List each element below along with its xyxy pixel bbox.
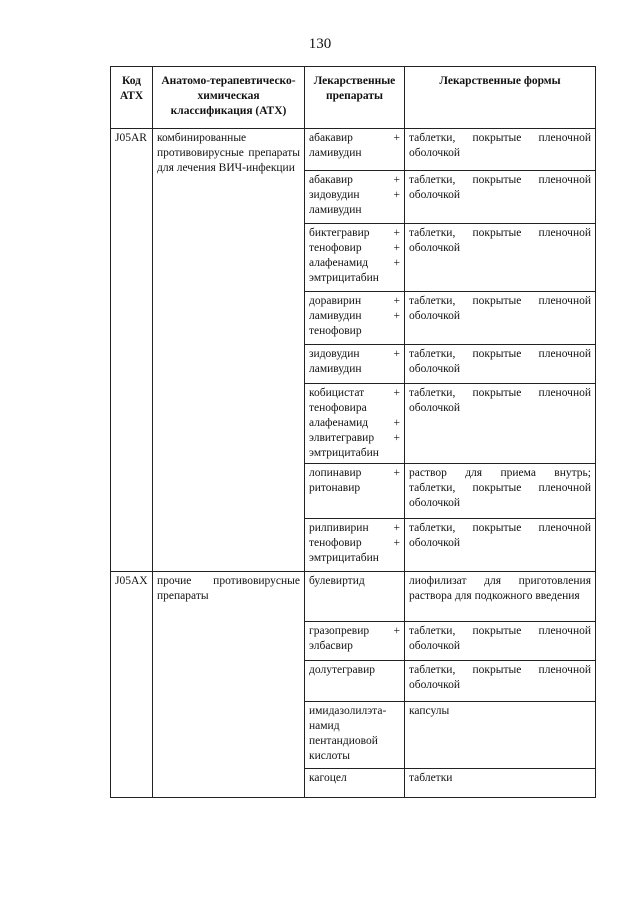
form-cell: таблетки, покрытые пленочной оболочкой [405, 384, 596, 464]
header-classification: Анатомо-терапевтическо-химическая классификация (АТХ) [153, 67, 305, 129]
plus-sign: + [393, 625, 400, 637]
drug-cell [305, 769, 405, 798]
plus-sign [396, 271, 400, 286]
drug-name: элбасвир [309, 640, 353, 652]
plus-sign: + [393, 417, 400, 429]
drug-name: кислоты [309, 750, 350, 762]
plus-sign: + [393, 348, 400, 360]
drug-name: алафенамид [309, 257, 369, 269]
header-code: Код АТХ [111, 67, 153, 129]
drug-line [309, 362, 400, 377]
drug-cell [305, 129, 405, 171]
drug-name: имидазолилэта- [309, 705, 387, 717]
drug-name: эмтрицитабин [309, 447, 379, 459]
form-cell: таблетки, покрытые пленочной оболочкой [405, 129, 596, 171]
drug-name: биктегравир [309, 227, 370, 239]
drug-name: пентандиовой [309, 735, 378, 747]
plus-sign: + [393, 227, 400, 239]
drug-name: эмтрицитабин [309, 272, 379, 284]
drug-name: булевиртид [309, 575, 365, 587]
atx-code-cell: J05AR [111, 129, 153, 572]
drug-name: намид [309, 720, 340, 732]
drug-name: тенофовир [309, 325, 362, 337]
drug-line [309, 347, 400, 362]
drug-line [309, 226, 400, 241]
drug-line [309, 734, 400, 749]
plus-sign: + [393, 537, 400, 549]
drug-name: тенофовир [309, 537, 362, 549]
drug-cell [305, 519, 405, 572]
drug-line [309, 639, 400, 654]
atx-table [110, 66, 596, 798]
drug-line [309, 719, 400, 734]
form-cell: таблетки, покрытые пленочной оболочкой [405, 622, 596, 661]
form-cell: таблетки, покрытые пленочной оболочкой [405, 661, 596, 702]
drug-line [309, 309, 400, 324]
drug-cell [305, 345, 405, 384]
form-cell: таблетки [405, 769, 596, 798]
plus-sign [396, 324, 400, 339]
header-drugs: Лекарственные препараты [305, 67, 405, 129]
plus-sign [396, 446, 400, 461]
plus-sign: + [393, 467, 400, 479]
form-cell: таблетки, покрытые пленочной оболочкой [405, 224, 596, 292]
drug-line [309, 481, 400, 496]
page-number: 130 [308, 36, 332, 52]
drug-name: кагоцел [309, 772, 347, 784]
plus-sign [396, 362, 400, 377]
form-cell: лиофилизат для приготовления раствора для подкожного введения [405, 572, 596, 622]
drug-line [309, 749, 400, 764]
drug-name: ламивудин [309, 147, 362, 159]
drug-name: абакавир [309, 132, 353, 144]
table-header-row [111, 67, 596, 129]
plus-sign [396, 719, 400, 734]
drug-line [309, 401, 400, 416]
plus-sign: + [393, 522, 400, 534]
drug-name: доравирин [309, 295, 362, 307]
drug-name: ритонавир [309, 482, 361, 494]
drug-line [309, 771, 400, 786]
drug-line [309, 271, 400, 286]
drug-line [309, 663, 400, 678]
drug-line [309, 416, 400, 431]
drug-name: элвитегравир [309, 432, 375, 444]
plus-sign [396, 401, 400, 416]
drug-name: тенофовир [309, 242, 362, 254]
drug-line [309, 574, 400, 589]
drug-line [309, 188, 400, 203]
drug-name: абакавир [309, 174, 353, 186]
drug-cell [305, 622, 405, 661]
plus-sign: + [393, 295, 400, 307]
table-row [111, 129, 596, 171]
drug-line [309, 294, 400, 309]
drug-name: ламивудин [309, 363, 362, 375]
plus-sign: + [393, 174, 400, 186]
drug-name: ламивудин [309, 204, 362, 216]
plus-sign [396, 551, 400, 566]
drug-name: зидовудин [309, 348, 360, 360]
drug-cell [305, 661, 405, 702]
drug-line [309, 431, 400, 446]
drug-cell [305, 171, 405, 224]
plus-sign [396, 146, 400, 161]
drug-line [309, 146, 400, 161]
plus-sign [396, 749, 400, 764]
drug-cell [305, 292, 405, 345]
plus-sign [396, 704, 400, 719]
drug-cell [305, 224, 405, 292]
header-forms: Лекарственные формы [405, 67, 596, 129]
form-cell: таблетки, покрытые пленочной оболочкой [405, 292, 596, 345]
plus-sign [396, 663, 400, 678]
drug-line [309, 324, 400, 339]
drug-line [309, 704, 400, 719]
drug-line [309, 173, 400, 188]
drug-line [309, 203, 400, 218]
drug-cell [305, 702, 405, 769]
drug-name: рилпивирин [309, 522, 369, 534]
classification-cell: комбинированные противовирусные препараты для лечения ВИЧ-инфекции [153, 129, 305, 572]
drug-line [309, 241, 400, 256]
drug-name: кобицистат [309, 387, 365, 399]
form-cell: таблетки, покрытые пленочной оболочкой [405, 171, 596, 224]
drug-name: ламивудин [309, 310, 362, 322]
drug-name: лопинавир [309, 467, 362, 479]
plus-sign [396, 734, 400, 749]
drug-name: тенофовира [309, 402, 367, 414]
plus-sign [396, 639, 400, 654]
drug-name: эмтрицитабин [309, 552, 379, 564]
classification-cell: прочие противовирусные препараты [153, 572, 305, 798]
plus-sign: + [393, 257, 400, 269]
drug-cell [305, 464, 405, 519]
plus-sign: + [393, 310, 400, 322]
plus-sign [396, 203, 400, 218]
drug-name: зидовудин [309, 189, 360, 201]
plus-sign: + [393, 432, 400, 444]
plus-sign: + [393, 242, 400, 254]
drug-line [309, 446, 400, 461]
drug-name: алафенамид [309, 417, 369, 429]
drug-name: долутегравир [309, 664, 375, 676]
drug-line [309, 256, 400, 271]
drug-line [309, 131, 400, 146]
form-cell: раствор для приема внутрь; таблетки, покрытые пленочной оболочкой [405, 464, 596, 519]
drug-cell [305, 384, 405, 464]
drug-cell [305, 572, 405, 622]
drug-line [309, 521, 400, 536]
drug-name: гразопревир [309, 625, 370, 637]
drug-line [309, 551, 400, 566]
drug-line [309, 536, 400, 551]
form-cell: капсулы [405, 702, 596, 769]
atx-code-cell: J05AX [111, 572, 153, 798]
drug-line [309, 386, 400, 401]
drug-line [309, 466, 400, 481]
table-row [111, 572, 596, 622]
form-cell: таблетки, покрытые пленочной оболочкой [405, 519, 596, 572]
plus-sign: + [393, 189, 400, 201]
plus-sign [396, 771, 400, 786]
plus-sign [396, 574, 400, 589]
drug-line [309, 624, 400, 639]
form-cell: таблетки, покрытые пленочной оболочкой [405, 345, 596, 384]
plus-sign: + [393, 387, 400, 399]
plus-sign: + [393, 132, 400, 144]
plus-sign [396, 481, 400, 496]
